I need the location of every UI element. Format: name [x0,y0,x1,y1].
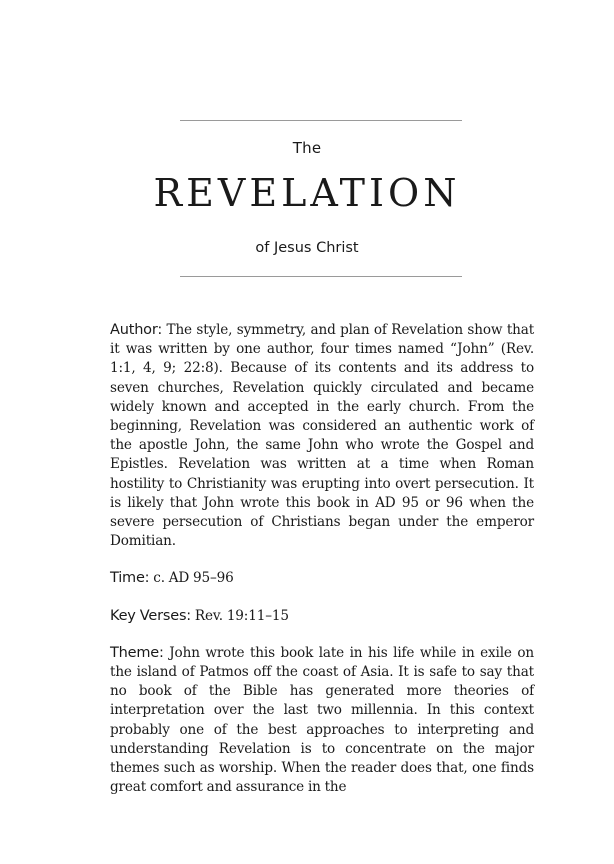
author-text: The style, symmetry, and plan of Revelation show that it was written by one author, four times named “John” (Rev. 1:1, 4, 9; 22:8). Because of its contents and its address to seven churches, Revelation quickly circulated and became widely known and accepted in the early church. From the beginning, Revelation was considered an authentic work of the apostle John, the same John who wrote the Gospel and Epistles. Revelation was written at a time when Roman hostility to Christianity was erupting into overt persecution. It is likely that John wrote this book in AD 95 or 96 when the severe persecution of Christians began under the emperor Domitian. [110,322,535,550]
theme-label: Theme: [110,644,164,661]
introduction-body [110,321,534,797]
author-label: Author: [110,322,163,338]
bottom-divider [180,276,462,277]
theme-text: John wrote this book late in his life while in exile on the island of Patmos off the coast of Asia. It is safe to say that no book of the Bible has generated more theories of interpretation over the last two millennia. In this context probably one of the best approaches to interpreting and understanding Revelation is to concentrate on the major themes such as worship. When the reader does that, one finds great comfort and assurance in the [110,644,534,796]
time-section [110,569,534,588]
key-verses-label: Key Verses: [110,607,191,624]
top-divider [180,120,462,121]
author-section [110,321,534,551]
theme-section [110,644,534,798]
time-label: Time: [110,570,150,587]
time-text: c. AD 95–96 [153,570,234,587]
key-verses-text: Rev. 19:11–15 [194,607,289,624]
book-subtitle: of Jesus Christ [255,240,359,256]
title-prefix: The [292,139,322,157]
book-title: REVELATION [153,171,461,215]
key-verses-section [110,607,534,626]
